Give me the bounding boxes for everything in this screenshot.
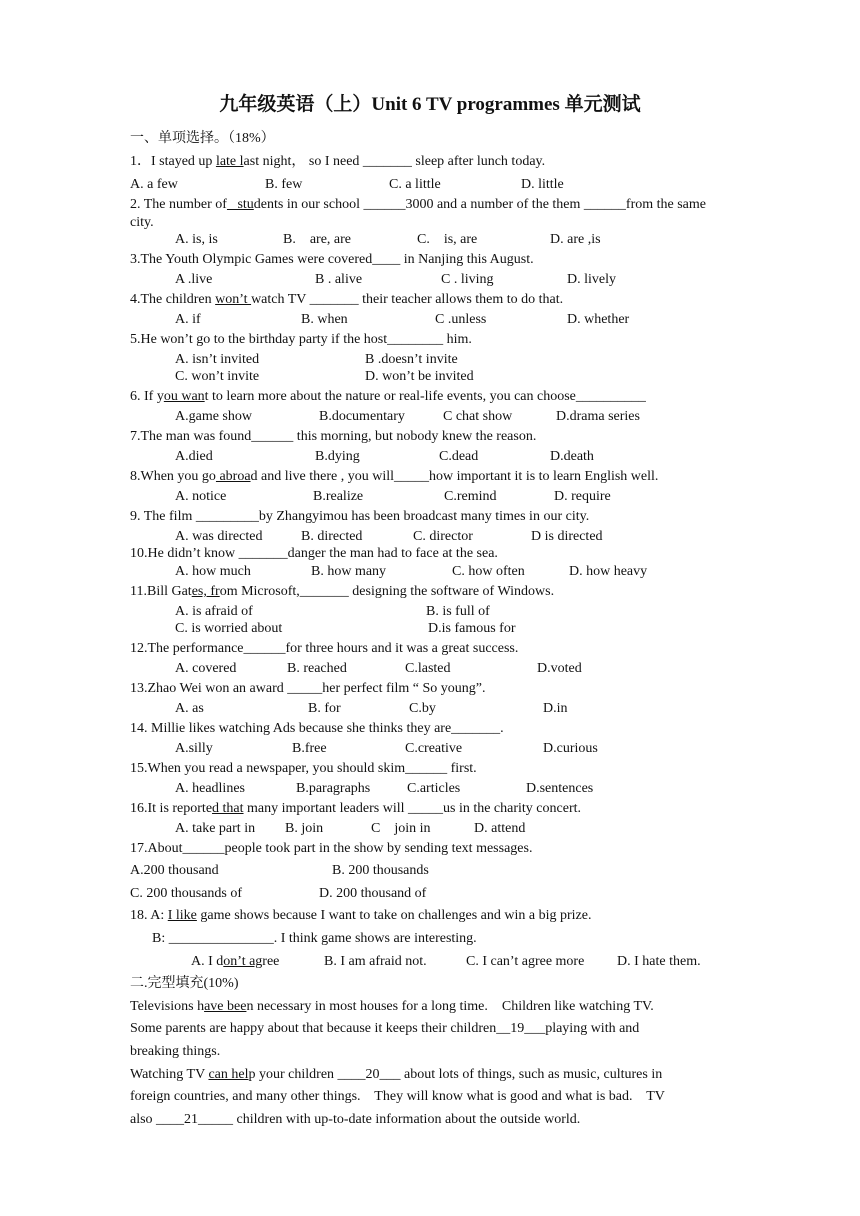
option-14a: A.silly (175, 741, 213, 756)
question-2: 2. The number of students in our school ______3000 and a number of the them ______from the same city. (130, 197, 706, 230)
option-7b: B.dying (315, 449, 360, 464)
option-17d: D. 200 thousand of (319, 886, 427, 901)
option-5b: B .doesn’t invite (365, 352, 458, 367)
option-9a: A. was directed (175, 529, 263, 544)
option-13a: A. as (175, 701, 204, 716)
option-4a: A. if (175, 312, 201, 327)
option-1b: B. few (265, 177, 303, 192)
question-5: 5.He won’t go to the birthday party if the host________ him. (130, 332, 472, 347)
question-14: 14. Millie likes watching Ads because she thinks they are_______. (130, 721, 504, 736)
option-5d: D. won’t be invited (365, 369, 474, 384)
option-6b: B.documentary (319, 409, 405, 424)
question-12: 12.The performance______for three hours and it was a great success. (130, 641, 519, 656)
option-15b: B.paragraphs (296, 781, 371, 796)
option-16c: C join in (371, 821, 431, 836)
option-2c: C. is, are (417, 232, 478, 247)
option-2d: D. are ,is (550, 232, 601, 247)
option-6a: A.game show (175, 409, 252, 424)
option-10c: C. how often (452, 564, 525, 579)
option-3d: D. lively (567, 272, 616, 287)
question-16: 16.It is reported that many important leaders will _____us in the charity concert. (130, 801, 581, 816)
option-15c: C.articles (407, 781, 461, 796)
passage-p1-line1: Televisions have been necessary in most houses for a long time. Children like watching TV. (130, 999, 654, 1014)
option-11b: B. is full of (426, 604, 490, 619)
option-4b: B. when (301, 312, 348, 327)
option-11d: D.is famous for (428, 621, 516, 636)
section1-heading: 一、单项选择。（18%） (130, 131, 275, 146)
option-6d: D.drama series (556, 409, 640, 424)
passage-p2-line2: foreign countries, and many other things. They will know what is good and what is bad. TV (130, 1089, 665, 1104)
option-10b: B. how many (311, 564, 387, 579)
question-4: 4.The children won’t watch TV _______ their teacher allows them to do that. (130, 292, 564, 307)
option-12b: B. reached (287, 661, 347, 676)
option-14d: D.curious (543, 741, 598, 756)
option-17c: C. 200 thousands of (130, 886, 242, 901)
option-1a: A. a few (130, 177, 178, 192)
option-14b: B.free (292, 741, 327, 756)
question-15: 15.When you read a newspaper, you should skim______ first. (130, 761, 477, 776)
option-1d: D. little (521, 177, 564, 192)
option-5a: A. isn’t invited (175, 352, 260, 367)
passage-p2-line3: also ____21_____ children with up-to-date information about the outside world. (130, 1112, 581, 1127)
question-1: 1．I stayed up late last night， so I need _______ sleep after lunch today. (130, 154, 546, 169)
option-3a: A .live (175, 272, 213, 287)
passage-p1-line2: Some parents are happy about that because it keeps their children__19___playing with and (130, 1021, 640, 1036)
option-13d: D.in (543, 701, 568, 716)
option-7a: A.died (175, 449, 213, 464)
option-15d: D.sentences (526, 781, 594, 796)
option-7d: D.death (550, 449, 594, 464)
section2-heading: 二.完型填充(10%) (130, 976, 239, 991)
option-2b: B. are, are (283, 232, 352, 247)
option-11c: C. is worried about (175, 621, 283, 636)
option-9d: D is directed (531, 529, 603, 544)
option-18c: C. I can’t agree more (466, 954, 585, 969)
option-8d: D. require (554, 489, 611, 504)
option-12c: C.lasted (405, 661, 451, 676)
option-2a: A. is, is (175, 232, 218, 247)
option-18d: D. I hate them. (617, 954, 701, 969)
option-3c: C . living (441, 272, 494, 287)
question-13: 13.Zhao Wei won an award _____her perfect film “ So young”. (130, 681, 486, 696)
option-13c: C.by (409, 701, 436, 716)
question-17: 17.About______people took part in the show by sending text messages. (130, 841, 533, 856)
passage-p2-line1: Watching TV can help your children ____20___ about lots of things, such as music, cultures in (130, 1067, 663, 1082)
option-11a: A. is afraid of (175, 604, 253, 619)
option-17a: A.200 thousand (130, 863, 219, 878)
question-6: 6. If you want to learn more about the nature or real-life events, you can choose__________ (130, 389, 646, 404)
option-16d: D. attend (474, 821, 526, 836)
option-10a: A. how much (175, 564, 251, 579)
option-15a: A. headlines (175, 781, 245, 796)
question-10: 10.He didn’t know _______danger the man had to face at the sea. (130, 546, 498, 561)
option-3b: B . alive (315, 272, 363, 287)
question-9: 9. The film _________by Zhangyimou has been broadcast many times in our city. (130, 509, 590, 524)
option-5c: C. won’t invite (175, 369, 260, 384)
passage-p1-line3: breaking things. (130, 1044, 221, 1059)
option-12d: D.voted (537, 661, 582, 676)
option-16a: A. take part in (175, 821, 256, 836)
option-16b: B. join (285, 821, 324, 836)
option-18b: B. I am afraid not. (324, 954, 427, 969)
option-6c: C chat show (443, 409, 513, 424)
option-9c: C. director (413, 529, 473, 544)
option-14c: C.creative (405, 741, 463, 756)
option-7c: C.dead (439, 449, 479, 464)
option-8c: C.remind (444, 489, 497, 504)
option-4c: C .unless (435, 312, 487, 327)
option-8b: B.realize (313, 489, 364, 504)
option-8a: A. notice (175, 489, 227, 504)
question-18: 18. A: I like game shows because I want to take on challenges and win a big prize. (130, 908, 592, 923)
option-18a: A. I don’t agree (191, 954, 280, 969)
option-1c: C. a little (389, 177, 441, 192)
question-8: 8.When you go abroad and live there , you will_____how important it is to learn English well. (130, 469, 659, 484)
option-12a: A. covered (175, 661, 237, 676)
question-7: 7.The man was found______ this morning, but nobody knew the reason. (130, 429, 537, 444)
option-4d: D. whether (567, 312, 630, 327)
question-3: 3.The Youth Olympic Games were covered____ in Nanjing this August. (130, 252, 534, 267)
option-9b: B. directed (301, 529, 363, 544)
option-10d: D. how heavy (569, 564, 648, 579)
page-title: 九年级英语（上）Unit 6 TV programmes 单元测试 (219, 94, 641, 115)
question-18-line2: B: _______________. I think game shows are interesting. (152, 931, 477, 946)
question-11: 11.Bill Gates, from Microsoft,_______ designing the software of Windows. (130, 584, 555, 599)
option-17b: B. 200 thousands (332, 863, 429, 878)
option-13b: B. for (308, 701, 341, 716)
